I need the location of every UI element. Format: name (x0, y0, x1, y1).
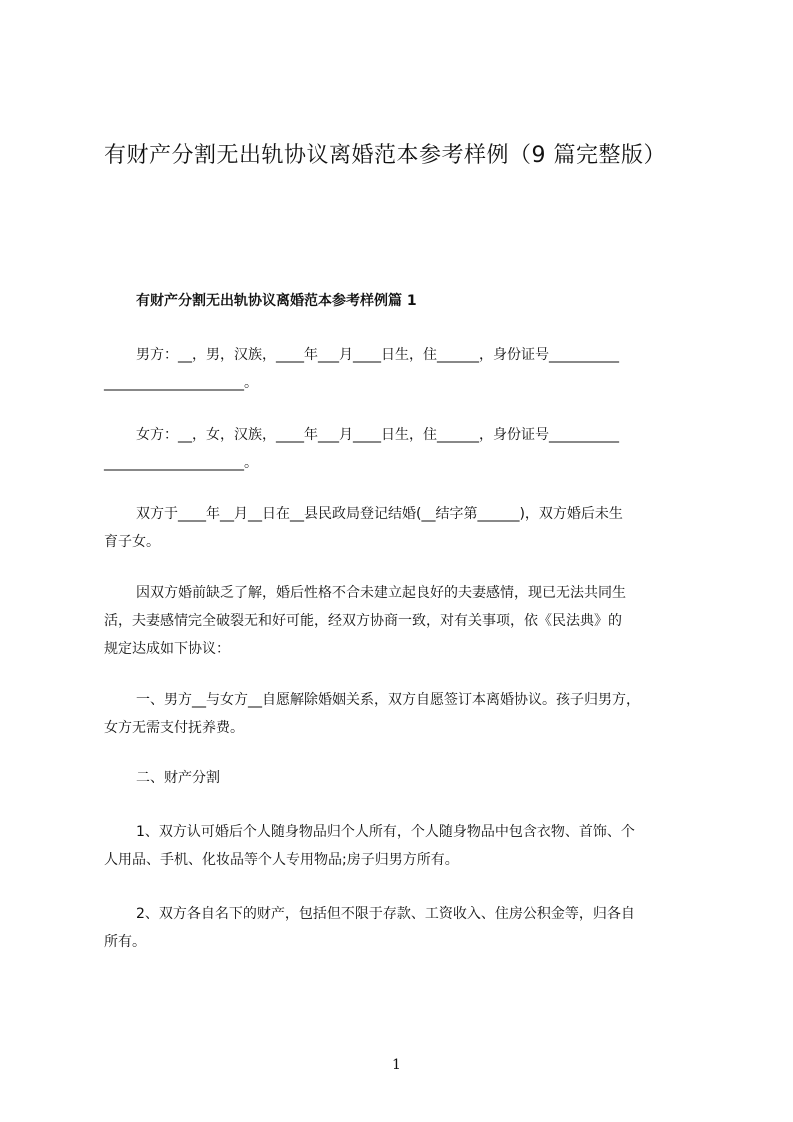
paragraph-divorce-reason (104, 579, 704, 663)
document-title: 有财产分割无出轨协议离婚范本参考样例（9 篇完整版） (104, 143, 666, 168)
paragraph-clause-two-heading (104, 764, 704, 792)
section-heading: 有财产分割无出轨协议离婚范本参考样例篇 1 (136, 293, 417, 309)
paragraph-line: 一、男方__与女方__自愿解除婚姻关系，双方自愿签订本离婚协议。孩子归男方， (136, 692, 640, 708)
paragraph-property-item-1 (104, 818, 704, 874)
paragraph-line: 双方于____年__月__日在__县民政局登记结婚(__结字第______)，双方婚后未生 (136, 506, 623, 522)
paragraph-line: 活，夫妻感情完全破裂无和好可能，经双方协商一致，对有关事项，依《民法典》的 (104, 613, 622, 629)
paragraph-line: 2、双方各自名下的财产，包括但不限于存款、工资收入、住房公积金等，归各自 (136, 906, 635, 922)
paragraph-line: 因双方婚前缺乏了解，婚后性格不合未建立起良好的夫妻感情，现已无法共同生 (136, 585, 626, 601)
paragraph-male-party (104, 341, 704, 397)
paragraph-line: 1、双方认可婚后个人随身物品归个人所有，个人随身物品中包含衣物、首饰、个 (136, 824, 635, 840)
paragraph-female-party (104, 421, 704, 477)
paragraph-property-item-2 (104, 900, 704, 956)
paragraph-line: 二、财产分割 (136, 770, 220, 786)
paragraph-line: 女方无需支付抚养费。 (104, 720, 244, 736)
paragraph-line: 育子女。 (104, 534, 160, 550)
page-number: 1 (392, 1057, 401, 1073)
paragraph-line: 人用品、手机、化妆品等个人专用物品;房子归男方所有。 (104, 852, 459, 868)
paragraph-clause-one (104, 686, 704, 742)
paragraph-line: 男方：__，男，汉族，____年___月____日生，住______，身份证号__________ (136, 347, 619, 363)
paragraph-line: 所有。 (104, 934, 146, 950)
paragraph-line: ____________________。 (104, 455, 258, 471)
paragraph-line: 女方：__，女，汉族，____年___月____日生，住______，身份证号__________ (136, 427, 619, 443)
paragraph-marriage-registration (104, 500, 704, 556)
paragraph-line: ____________________。 (104, 375, 258, 391)
paragraph-line: 规定达成如下协议： (104, 641, 230, 657)
